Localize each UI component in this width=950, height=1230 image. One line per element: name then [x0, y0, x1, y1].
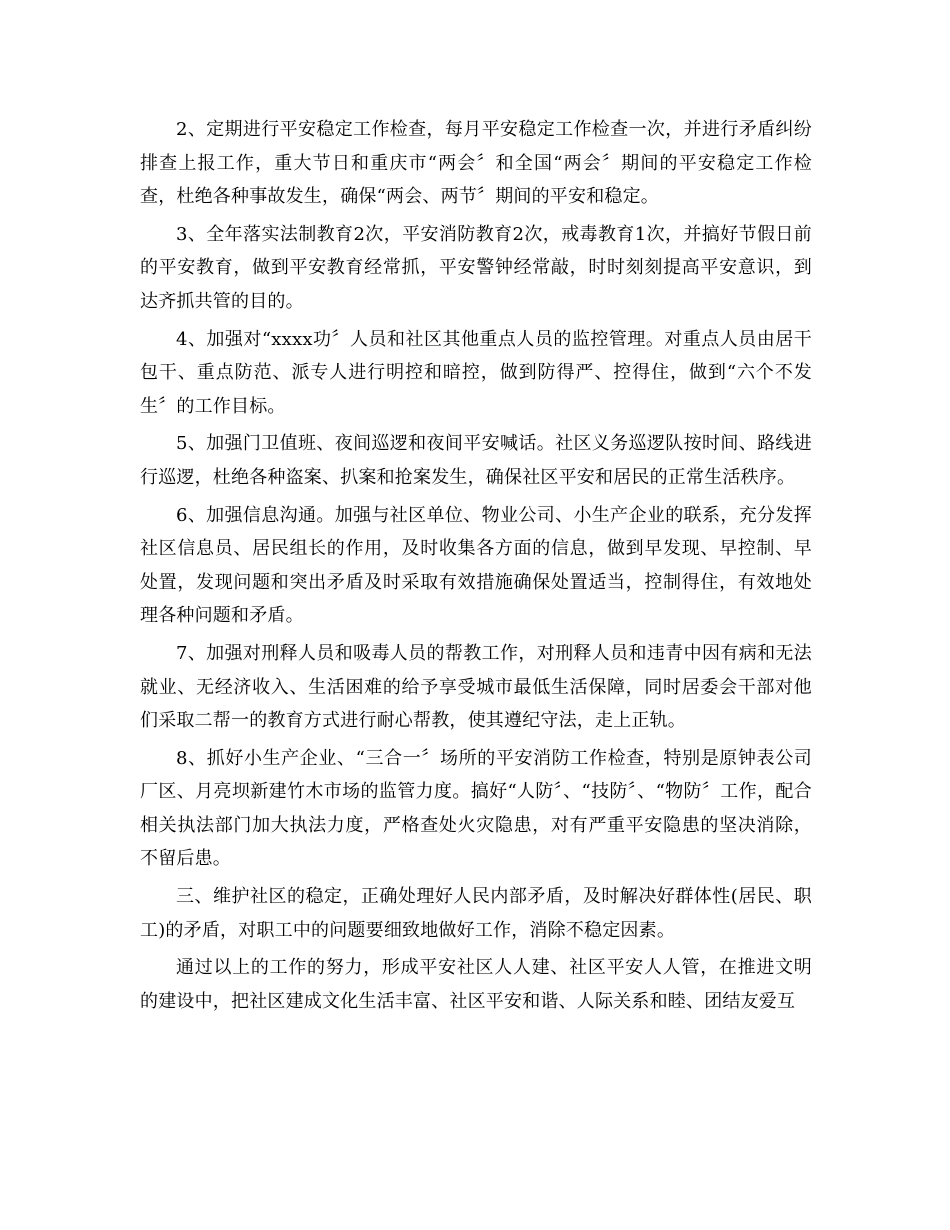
- paragraph-item-6: 6、加强信息沟通。加强与社区单位、物业公司、小生产企业的联系，充分发挥社区信息员、居民组长的作用，及时收集各方面的信息，做到早发现、早控制、早处置，发现问题和突出矛盾及时采取有效措施确保处置适当，控制得住，有效地处理各种问题和矛盾。: [140, 504, 812, 627]
- paragraph-item-3: 3、全年落实法制教育2次，平安消防教育2次，戒毒教育1次，并搞好节假日前的平安教育，做到平安教育经常抓，平安警钟经常敲，时时刻刻提高平安意识，到达齐抓共管的目的。: [140, 223, 812, 312]
- section-three-paragraph: 三、维护社区的稳定，正确处理好人民内部矛盾，及时解决好群体性(居民、职工)的矛盾，对职工中的问题要细致地做好工作，消除不稳定因素。: [140, 886, 812, 941]
- paragraph-item-8: 8、抓好小生产企业、“三合一〞场所的平安消防工作检查，特别是原钟表公司厂区、月亮坝新建竹木市场的监管力度。搞好“人防〞、“技防〞、“物防〞工作，配合相关执法部门加大执法力度，严格查处火灾隐患，对有严重平安隐患的坚决消除，不留后患。: [140, 747, 812, 870]
- paragraph-item-7: 7、加强对刑释人员和吸毒人员的帮教工作，对刑释人员和违青中因有病和无法就业、无经济收入、生活困难的给予享受城市最低生活保障，同时居委会干部对他们采取二帮一的教育方式进行耐心帮教，使其遵纪守法，走上正轨。: [140, 642, 812, 732]
- closing-paragraph: 通过以上的工作的努力，形成平安社区人人建、社区平安人人管，在推进文明的建设中，把社区建成文化生活丰富、社区平安和谐、人际关系和睦、团结友爱互: [140, 957, 812, 1012]
- document-page: [140, 113, 812, 1022]
- paragraph-item-4: 4、加强对“xxxx功〞人员和社区其他重点人员的监控管理。对重点人员由居干包干、重点防范、派专人进行明控和暗控，做到防得严、控得住，做到“六个不发生〞的工作目标。: [140, 328, 812, 417]
- paragraph-item-5: 5、加强门卫值班、夜间巡逻和夜间平安喊话。社区义务巡逻队按时间、路线进行巡逻，杜绝各种盗案、扒案和抢案发生，确保社区平安和居民的正常生活秩序。: [140, 433, 812, 488]
- paragraph-item-2: 2、定期进行平安稳定工作检查，每月平安稳定工作检查一次，并进行矛盾纠纷排查上报工作，重大节日和重庆市“两会〞和全国“两会〞期间的平安稳定工作检查，杜绝各种事故发生，确保“两会、两节〞期间的平安和稳定。: [140, 119, 812, 208]
